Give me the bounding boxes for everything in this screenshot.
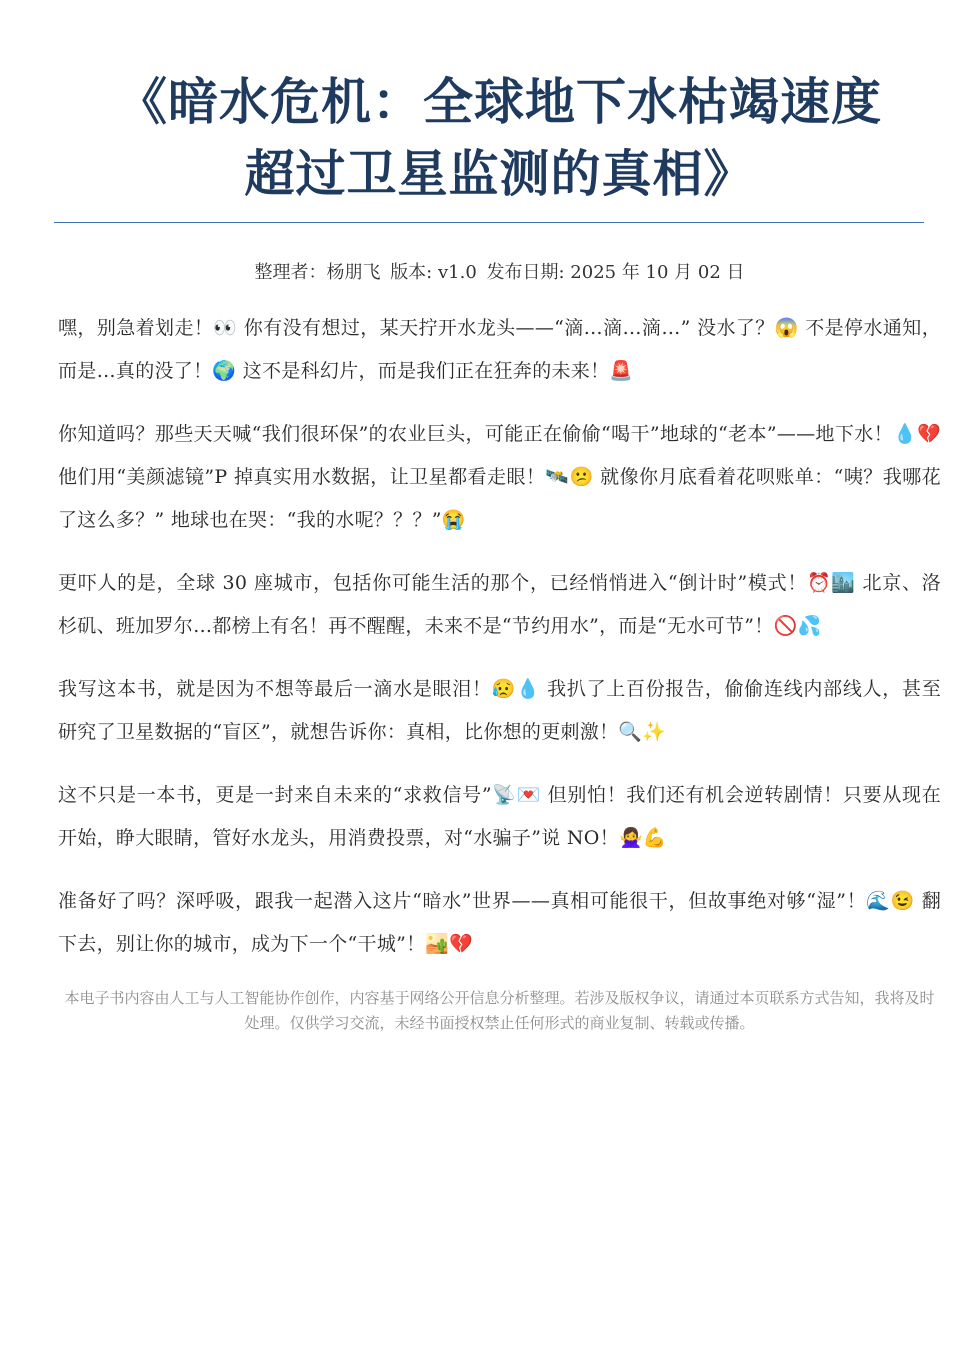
document-body: [58, 307, 941, 966]
paragraph: 嘿，别急着划走！👀 你有没有想过，某天拧开水龙头——“滴…滴…滴…” 没水了？😱 不是停水通知，而是…真的没了！🌍 这不是科幻片，而是我们正在狂奔的未来！🚨: [58, 317, 941, 382]
disclaimer: 本电子书内容由人工与人工智能协作创作，内容基于网络公开信息分析整理。若涉及版权争议，请通过本页联系方式告知，我将及时处理。仅供学习交流，未经书面授权禁止任何形式的商业复制、转载或传播。: [64, 989, 935, 1032]
publish-date: 发布日期: 2025 年 10 月 02 日: [486, 262, 745, 283]
version: 版本: v1.0: [390, 262, 477, 283]
document-title: [58, 66, 941, 210]
paragraph: 更吓人的是，全球 30 座城市，包括你可能生活的那个，已经悄悄进入“倒计时”模式！⏰🏙️ 北京、洛杉矶、班加罗尔…都榜上有名！再不醒醒，未来不是“节约用水”，而是“无水可节”！🚫💦: [58, 572, 941, 637]
paragraph: 准备好了吗？深呼吸，跟我一起潜入这片“暗水”世界——真相可能很干，但故事绝对够“湿”！🌊😉 翻下去，别让你的城市，成为下一个“干城”！🏜️💔: [58, 890, 941, 955]
paragraph: 我写这本书，就是因为不想等最后一滴水是眼泪！😥💧 我扒了上百份报告，偷偷连线内部线人，甚至研究了卫星数据的“盲区”，就想告诉你：真相，比你想的更刺激！🔍✨: [58, 678, 941, 743]
title-divider: [54, 222, 924, 223]
author: 整理者：杨朋飞: [254, 262, 381, 283]
paragraph: 这不只是一本书，更是一封来自未来的“求救信号”📡💌 但别怕！我们还有机会逆转剧情！只要从现在开始，睁大眼睛，管好水龙头，用消费投票，对“水骗子”说 NO！🙅‍♀️💪: [58, 784, 941, 849]
title-line-2: 超过卫星监测的真相》: [244, 145, 755, 203]
document-meta: [58, 261, 941, 285]
title-line-1: 《暗水危机：全球地下水枯竭速度: [117, 73, 882, 131]
paragraph: 你知道吗？那些天天喊“我们很环保”的农业巨头，可能正在偷偷“喝干”地球的“老本”——地下水！💧💔 他们用“美颜滤镜”P 掉真实用水数据，让卫星都看走眼！🛰️😕 就像你月底看着花呗账单：“咦？我哪花了这么多？” 地球也在哭：“我的水呢？？？”😭: [58, 423, 941, 531]
